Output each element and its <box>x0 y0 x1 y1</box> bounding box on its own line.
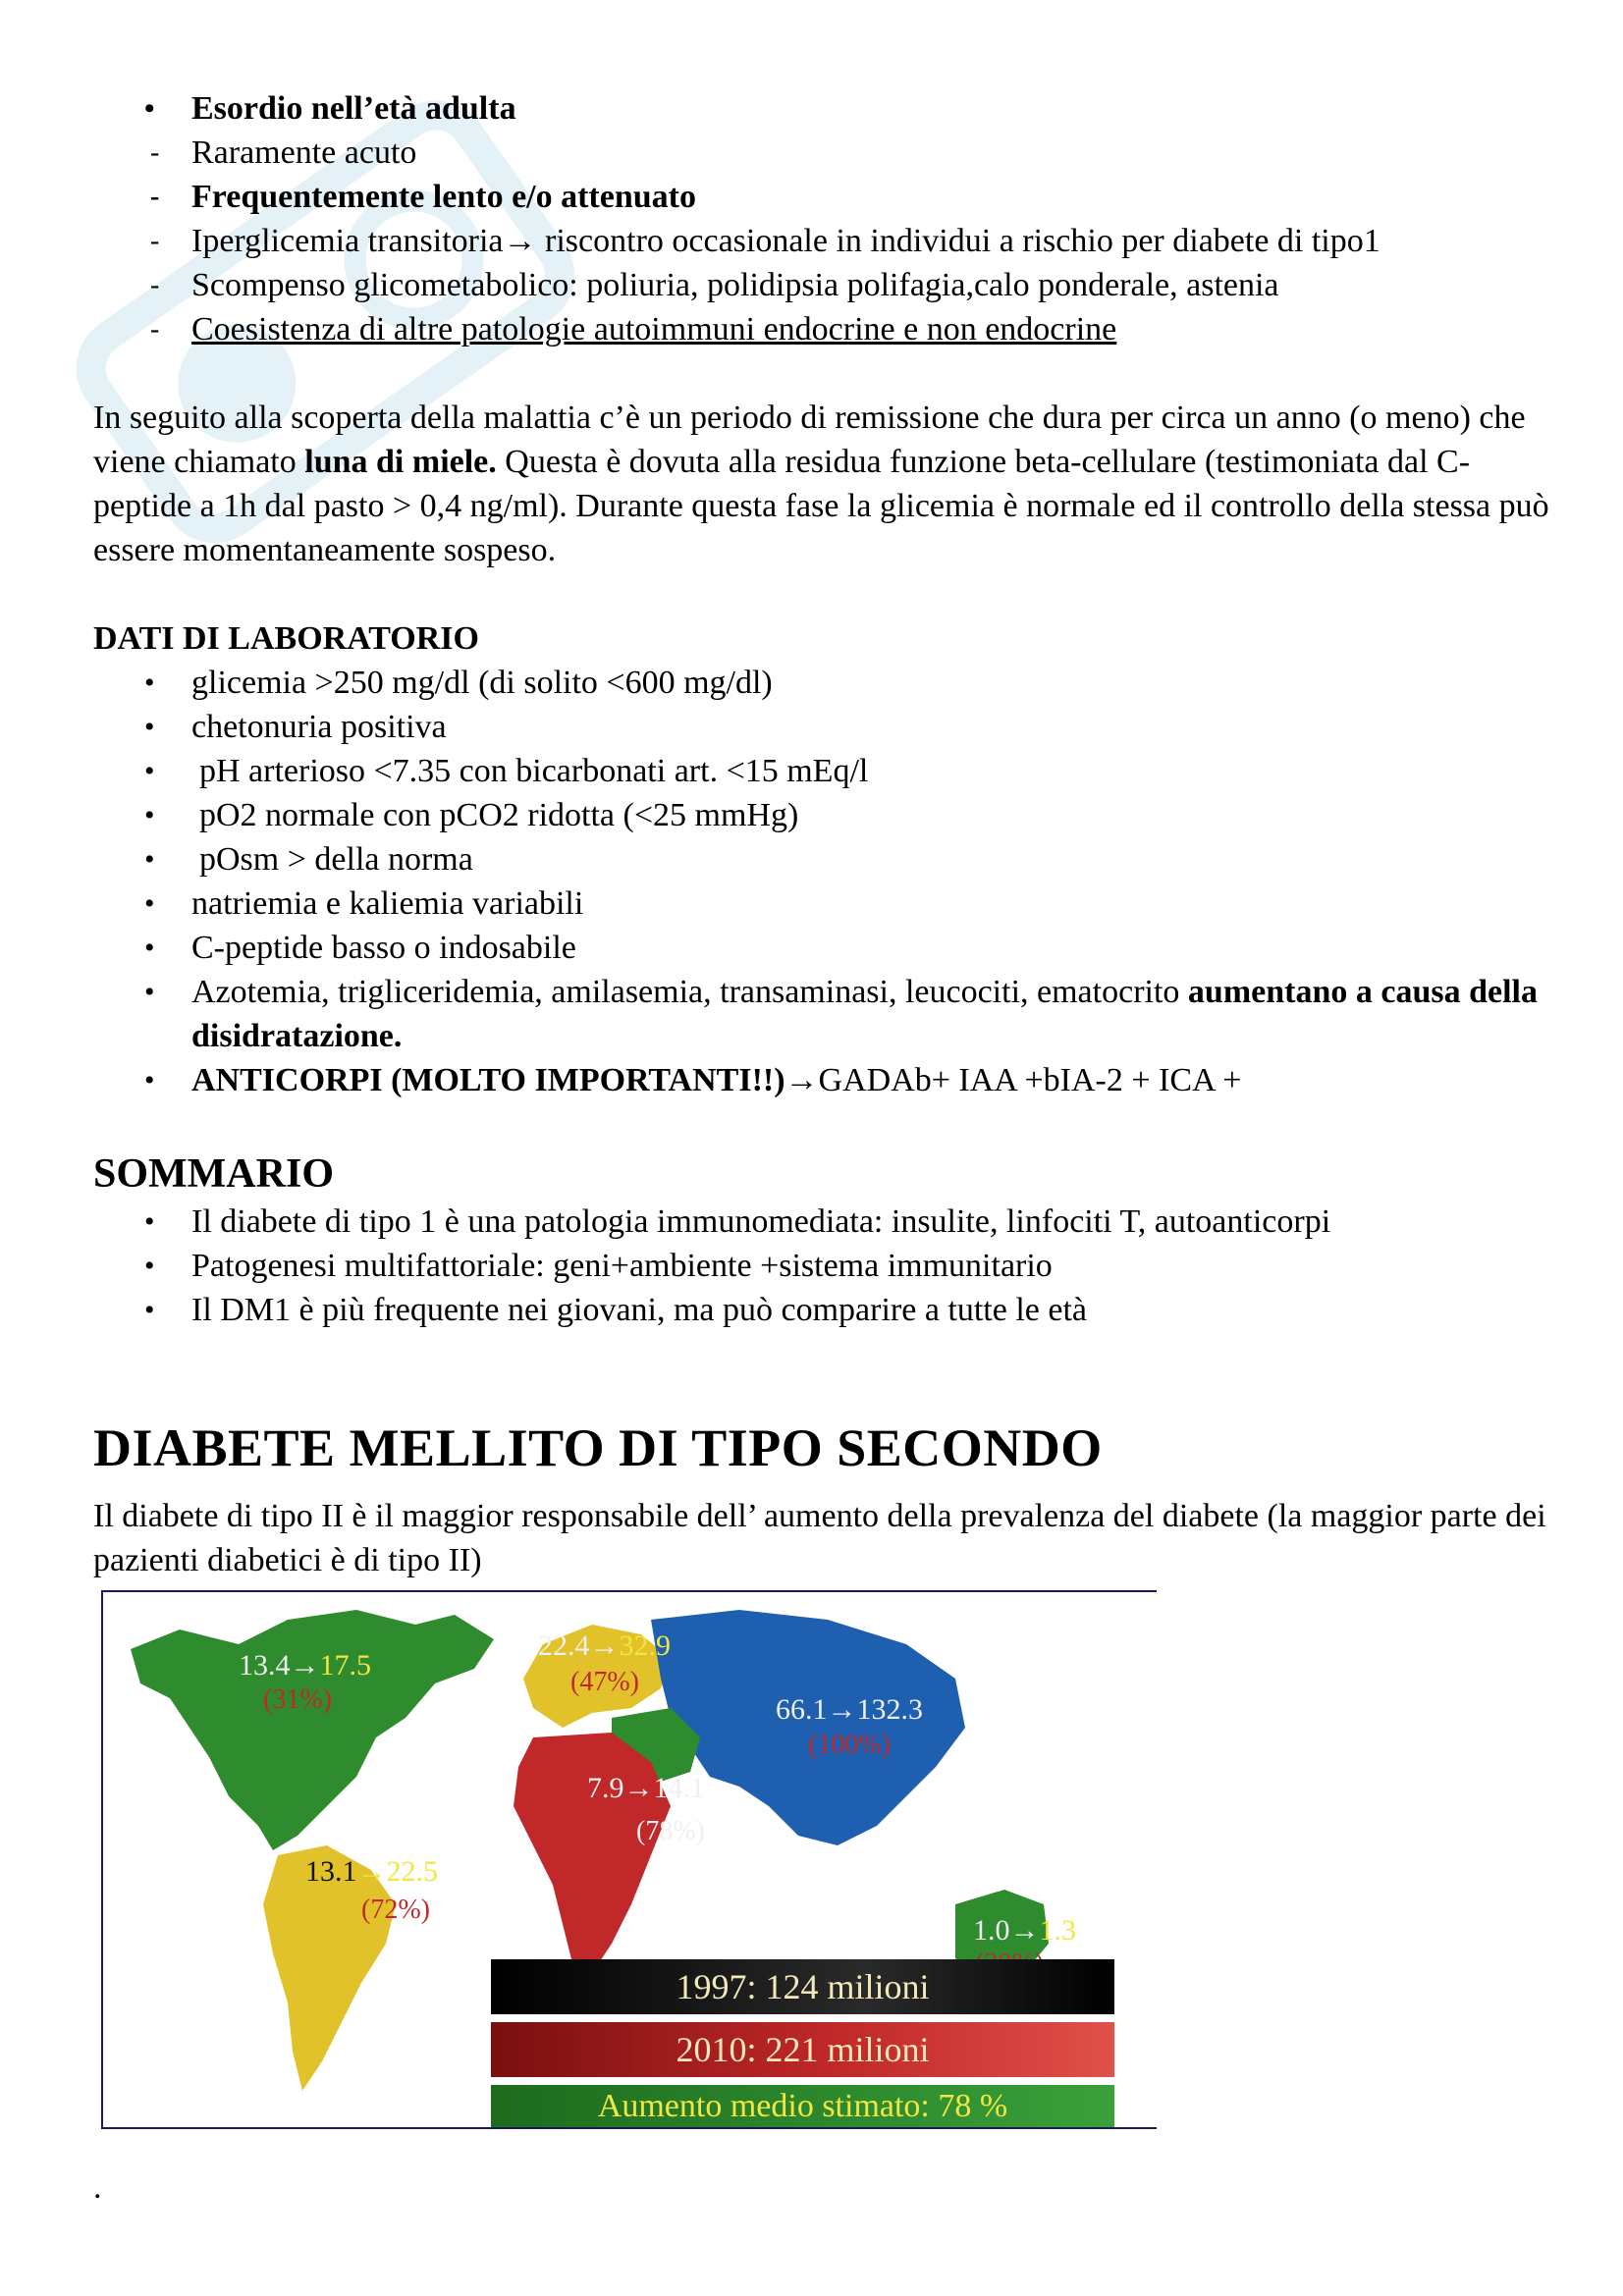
pct-south-america: (72%) <box>361 1895 430 1925</box>
onset-item-4: - Scompenso glicometabolico: poliuria, polidipsia polifagia,calo ponderale, astenia <box>93 263 1554 307</box>
lab-item-6: • natriemia e kaliemia variabili <box>93 881 1554 926</box>
summary-item-2: • Patogenesi multifattoriale: geni+ambiente +sistema immunitario <box>93 1244 1554 1288</box>
label-south-america: 13.1→22.5 <box>305 1855 438 1888</box>
type2-intro: Il diabete di tipo II è il maggior responsabile dell’ aumento della prevalenza del diabete (la maggior parte dei pazienti diabetici è di tipo II) <box>93 1498 1546 1578</box>
onset-item-5: - Coesistenza di altre patologie autoimmuni endocrine e non endocrine <box>93 307 1554 351</box>
summary-item-1: • Il diabete di tipo 1 è una patologia immunomediata: insulite, linfociti T, autoanticorpi <box>93 1200 1554 1244</box>
lab-item-1: • glicemia >250 mg/dl (di solito <600 mg/dl) <box>93 661 1554 705</box>
label-africa: 7.9→14.1 <box>587 1772 705 1804</box>
lab-item-8-bold: aumentano a causa della disidratazione. <box>191 974 1538 1054</box>
lab-item-4: • pO2 normale con pCO2 ridotta (<25 mmHg) <box>93 793 1554 837</box>
trailing-dot: . <box>93 2169 102 2206</box>
honeymoon-text-2: Questa è dovuta alla residua funzione beta-cellulare (testimoniata dal C-peptide a 1h dal pasto > 0,4 ng/ml). Durante questa fase la glicemia è normale ed il controllo della stessa può essere momentaneamente sospeso. <box>93 444 1549 568</box>
summary-item-3: • Il DM1 è più frequente nei giovani, ma può comparire a tutte le età <box>93 1288 1554 1332</box>
onset-item-2: - Frequentemente lento e/o attenuato <box>93 175 1554 219</box>
onset-item-3-a: Iperglicemia transitoria <box>191 223 504 259</box>
summary-section <box>93 1148 1554 1332</box>
onset-section <box>93 86 1554 351</box>
banner-average-increase: Aumento medio stimato: 78 % <box>491 2085 1114 2128</box>
type2-section <box>93 1414 1554 1582</box>
banner-2010: 2010: 221 milioni <box>491 2022 1114 2077</box>
lab-section <box>93 616 1554 1102</box>
type2-title: DIABETE MELLITO DI TIPO SECONDO <box>93 1418 1103 1477</box>
onset-item-3-b: riscontro occasionale in individui a rischio per diabete di tipo1 <box>536 223 1380 259</box>
onset-item-1: - Raramente acuto <box>93 131 1554 175</box>
lab-item-8 <box>93 970 1554 1058</box>
pct-north-america: (31%) <box>263 1684 332 1715</box>
continent-africa <box>514 1733 671 1973</box>
pct-asia: (100%) <box>808 1730 891 1760</box>
arrow-icon: → <box>503 223 537 259</box>
figure-border-left <box>101 1590 103 2128</box>
honeymoon-text-1: In seguito alla scoperta della malattia c’è un periodo di remissione che dura per circa un anno (o meno) che viene chiamato <box>93 400 1526 480</box>
pct-africa: (78%) <box>636 1816 705 1846</box>
honeymoon-bold: luna di miele. <box>304 444 497 480</box>
antibodies-list: GADAb+ IAA +bIA-2 + ICA + <box>818 1062 1242 1098</box>
lab-item-7: • C-peptide basso o indosabile <box>93 926 1554 970</box>
summary-heading: SOMMARIO <box>93 1151 334 1197</box>
lab-item-3: • pH arterioso <7.35 con bicarbonati art. <15 mEq/l <box>93 749 1554 793</box>
lab-item-5: • pOsm > della norma <box>93 837 1554 881</box>
arrow-icon: → <box>784 1062 819 1098</box>
antibodies-label: ANTICORPI (MOLTO IMPORTANTI!!) <box>191 1062 785 1098</box>
lab-item-2: • chetonuria positiva <box>93 705 1554 749</box>
label-asia: 66.1→132.3 <box>776 1693 923 1726</box>
lab-item-9 <box>93 1058 1554 1102</box>
label-north-america: 13.4→17.5 <box>239 1649 371 1682</box>
lab-heading: DATI DI LABORATORIO <box>93 620 479 657</box>
onset-item-3 <box>93 219 1554 263</box>
figure-border-bottom <box>101 2127 1157 2129</box>
world-map-figure <box>101 1590 1157 2128</box>
pct-europe: (47%) <box>570 1667 639 1697</box>
continent-north-america <box>131 1610 494 1850</box>
onset-heading: • Esordio nell’età adulta <box>93 86 1554 131</box>
figure-border-top <box>101 1590 1157 1592</box>
continent-asia <box>651 1610 965 1845</box>
lab-item-8-text: Azotemia, trigliceridemia, amilasemia, transaminasi, leucociti, ematocrito <box>191 974 1188 1010</box>
banner-1997: 1997: 124 milioni <box>491 1959 1114 2014</box>
label-oceania: 1.0→1.3 <box>973 1914 1076 1947</box>
label-europe: 22.4→32.9 <box>538 1629 671 1662</box>
honeymoon-paragraph <box>93 396 1554 572</box>
